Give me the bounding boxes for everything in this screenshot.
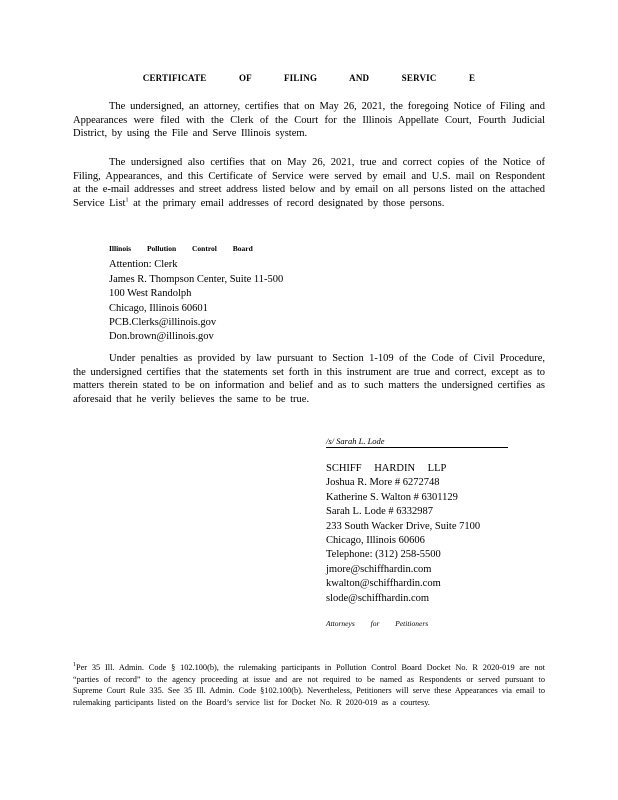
- firm-line: 233 South Wacker Drive, Suite 7100: [326, 520, 481, 532]
- attorneys-for-label: Attorneys for Petitioners: [326, 619, 429, 628]
- firm-line: Joshua R. More # 6272748: [326, 477, 440, 489]
- footnote: [73, 662, 545, 708]
- filing-paragraph: The undersigned, an attorney, certifies that on May 26, 2021, the foregoing Notice of Filing and Appearances were filed with the Clerk of the Court for the Illinois Appellate Court, Fourth Judicial District, by using the File and Serve Illinois system.: [73, 101, 545, 140]
- recipient-line: James R. Thompson Center, Suite 11-500: [109, 273, 284, 285]
- recipient-line: Attention: Clerk: [109, 259, 178, 271]
- document-title: CERTIFICATE OF FILING AND SERVIC E: [142, 73, 476, 83]
- recipient-address-block: [109, 242, 283, 345]
- recipient-line: 100 West Randolph: [109, 288, 192, 300]
- service-text: The undersigned also certifies that on May 26, 2021, true and correct copies of the Notice of Filing, Appearances, and this Certificate of Service were served by email and U.S. mail on Respondent at the e-mail addresses and street address listed below and by email on all persons listed on the attached Service List: [73, 157, 545, 209]
- firm-email: slode@schiffhardin.com: [326, 592, 430, 604]
- footnote-text: Per 35 Ill. Admin. Code § 102.100(b), the rulemaking participants in Pollution Control Board Docket No. R 2020-019 are not “parties of record” to the agency proceeding at issue and are not required to be named as Respondents or served pursuant to Supreme Court Rule 335. See 35 Ill. Admin. Code §102.100(b). Nevertheless, Petitioners will serve these Appearances via email to rulemaking participants listed on the Board’s service list for Docket No. R 2020-019 as a courtesy.: [73, 663, 545, 707]
- firm-line: Telephone: (312) 258-5500: [326, 549, 441, 561]
- service-text-end: at the primary email addresses of record designated by those persons.: [128, 197, 445, 209]
- firm-email: jmore@schiffhardin.com: [326, 563, 432, 575]
- recipient-org: Illinois Pollution Control Board: [109, 244, 253, 253]
- firm-line: Katherine S. Walton # 6301129: [326, 491, 458, 503]
- firm-line: Sarah L. Lode # 6332987: [326, 506, 434, 518]
- footnote-mark: 1: [73, 662, 76, 669]
- firm-name: SCHIFF HARDIN LLP: [326, 463, 447, 474]
- firm-line: Chicago, Illinois 60606: [326, 535, 425, 547]
- certification-paragraph: Under penalties as provided by law pursuant to Section 1-109 of the Code of Civil Procedure, the undersigned certifies that the statements set forth in this instrument are true and correct, except as to matters therein stated to be on information and belief and as to such matters the undersigned certifies as aforesaid that he verily believes the same to be true.: [73, 353, 545, 405]
- service-paragraph: [73, 156, 545, 210]
- recipient-email: Don.brown@illinois.gov: [109, 331, 214, 343]
- recipient-line: Chicago, Illinois 60601: [109, 302, 208, 314]
- footnote-reference: 1: [125, 197, 129, 204]
- firm-email: kwalton@schiffhardin.com: [326, 578, 441, 590]
- firm-block: [326, 462, 480, 606]
- recipient-email: PCB.Clerks@illinois.gov: [109, 317, 217, 329]
- signature-line: /s/ Sarah L. Lode: [326, 436, 508, 448]
